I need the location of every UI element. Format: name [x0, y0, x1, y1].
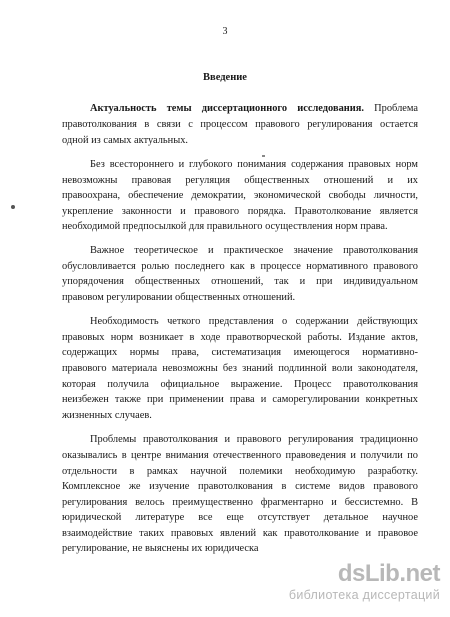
text-line: правовом регулировании общественных отношений.: [62, 292, 296, 303]
text-line: регулирование, не выяснены их юридическа: [62, 543, 259, 554]
text-line: упорядочения общественных отношений, так и при индивидуальном: [62, 276, 418, 287]
scan-speck: [11, 205, 15, 209]
scan-speck-2: [262, 155, 265, 157]
text-line: Необходимость четкого представления о содержании действующих: [90, 316, 418, 327]
text-line: жизненных случаев.: [62, 410, 152, 421]
text-line: обусловливается ролью последнего как в процессе нормативного правового: [62, 261, 418, 272]
watermark-logo: dsLib.net: [337, 560, 440, 587]
text-line: отдельности в рамках научной полемики необходимую разработку.: [62, 466, 418, 477]
text-line: Комплексное же изучение правотолкования в системе видов правового: [62, 481, 418, 492]
text-line: юридической литературе все еще отсутствует детальное научное: [62, 512, 418, 523]
bold-lead: Актуальность темы диссертационного исследования.: [90, 103, 364, 114]
text-line: правового материала невозможны без знаний подлинной воли законодателя,: [62, 363, 418, 374]
text-line: Важное теоретическое и практическое значение правотолкования: [90, 245, 418, 256]
text-line: правоохрана, обеспечение демократии, экономической свободы личности,: [62, 190, 418, 201]
text-line: Актуальность темы диссертационного исследования. Проблема: [90, 103, 418, 114]
text-line: неизбежен также при применении права и саморегулировании конкретных: [62, 394, 418, 405]
watermark-subtitle: библиотека диссертаций: [288, 588, 440, 602]
text-line: оказывались в центре внимания отечественного правоведения и получили по: [62, 450, 418, 461]
text-line: одной из самых актуальных.: [62, 135, 189, 146]
text-line: содержащих нормы права, систематизация имеющегося нормативно-: [62, 347, 418, 358]
text-line: которая получила официальное выражение. Процесс правотолкования: [62, 379, 418, 390]
text-line: правовых норм возникает в ходе правотворческой работы. Издание актов,: [62, 332, 418, 343]
text-line: правотолкования в связи с процессом правового регулирования остается: [62, 119, 418, 130]
text-line: невозможны правовая регуляция общественных отношений и их: [62, 175, 418, 186]
watermark: [289, 561, 440, 603]
text-line: необходимой предпосылкой для правильного осуществления норм права.: [62, 221, 388, 232]
text-line: Без всестороннего и глубокого понимания содержания правовых норм: [90, 159, 418, 170]
text-line: укрепление законности и правового порядка. Правотолкование является: [62, 206, 418, 217]
page-number: 3: [222, 26, 228, 37]
text-line: регулирования велось преимущественно фрагментарно и бессистемно. В: [62, 497, 418, 508]
section-heading: Введение: [203, 72, 247, 83]
text-line: взаимодействие таких правовых явлений как правотолкование и правовое: [62, 528, 418, 539]
text-line: Проблемы правотолкования и правового регулирования традиционно: [90, 434, 418, 445]
